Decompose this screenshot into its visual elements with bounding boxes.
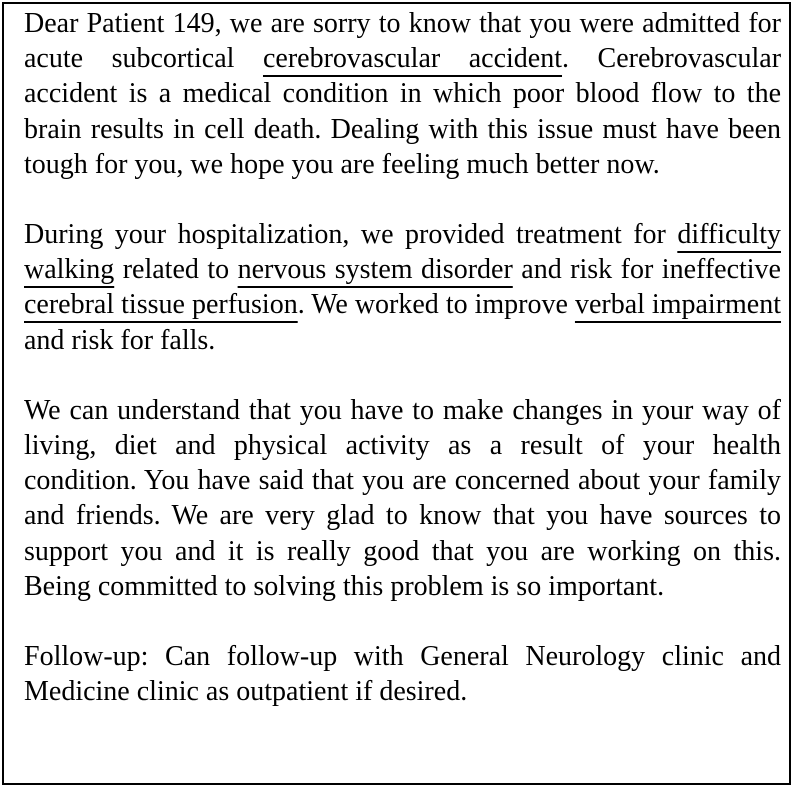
greeting-text-start: Dear Patient 149, we are sorry to know that you were admitted for acute subcortical xyxy=(24,8,781,75)
patient-letter xyxy=(24,6,781,709)
treatment-term-nervous: nervous system disorder xyxy=(237,254,513,286)
support-paragraph: We can understand that you have to make changes in your way of living, diet and physical activity as a result of your health condition. You have said that you are concerned about your family and friends. We are very glad to know that you have sources to support you and it is really good that you are working on this. Being committed to solving this problem is so important. xyxy=(24,394,781,602)
treatment-text-1: During your hospitalization, we provided treatment for xyxy=(24,219,678,251)
treatment-paragraph xyxy=(24,217,781,358)
greeting-text-end: . Cerebrovascular accident is a medical condition in which poor blood flow to the brain results in cell death. Dealing with this issue must have been tough for you, we hope you are feeling much better now. xyxy=(24,43,782,180)
treatment-text-3: and risk for ineffective xyxy=(512,254,781,286)
treatment-text-4: . We worked to improve xyxy=(297,289,575,321)
diagnosis-term: cerebrovascular accident xyxy=(262,43,563,75)
treatment-term-perfusion: cerebral tissue perfusion xyxy=(24,289,298,321)
treatment-text-2: related to xyxy=(114,254,238,286)
greeting-paragraph xyxy=(24,6,781,182)
treatment-term-walking: difficulty walking xyxy=(24,219,781,286)
treatment-text-5: and risk for falls. xyxy=(24,324,216,356)
treatment-term-verbal: verbal impairment xyxy=(574,289,782,321)
followup-paragraph: Follow-up: Can follow-up with General Neurology clinic and Medicine clinic as outpatient if desired. xyxy=(24,641,781,708)
